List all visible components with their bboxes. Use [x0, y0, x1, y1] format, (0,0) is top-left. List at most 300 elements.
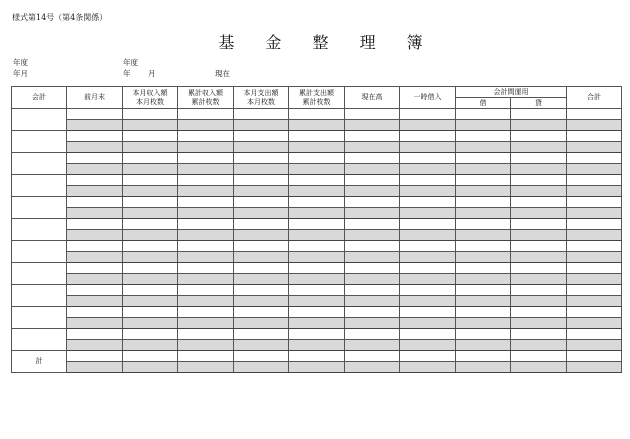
ledger-cell — [567, 164, 622, 175]
table-row — [12, 109, 622, 120]
ledger-cell — [345, 252, 400, 263]
table-row — [12, 351, 622, 362]
header-current-balance: 現在高 — [345, 87, 400, 109]
ledger-cell — [67, 263, 123, 274]
ledger-cell — [567, 175, 622, 186]
ledger-cell — [123, 318, 178, 329]
ledger-cell — [400, 186, 456, 197]
table-row — [12, 329, 622, 340]
ledger-cell — [456, 208, 511, 219]
ledger-cell — [234, 285, 289, 296]
ledger-cell — [67, 142, 123, 153]
ledger-cell — [456, 109, 511, 120]
ledger-cell — [178, 142, 234, 153]
ledger-cell — [67, 197, 123, 208]
ledger-cell — [400, 362, 456, 373]
ledger-cell — [400, 285, 456, 296]
ledger-cell — [234, 340, 289, 351]
ledger-cell — [456, 362, 511, 373]
ledger-cell — [234, 362, 289, 373]
ledger-cell — [511, 142, 567, 153]
ledger-cell — [456, 274, 511, 285]
ledger-cell — [123, 219, 178, 230]
table-row — [12, 263, 622, 274]
ledger-cell — [511, 263, 567, 274]
ledger-cell — [178, 274, 234, 285]
ledger-cell — [67, 252, 123, 263]
ledger-cell — [178, 186, 234, 197]
header-monthly-income-count: 本月枚数 — [136, 97, 164, 106]
ledger-cell — [67, 329, 123, 340]
ledger-cell — [67, 340, 123, 351]
ledger-cell — [456, 252, 511, 263]
ledger-cell — [178, 318, 234, 329]
ledger-cell — [345, 329, 400, 340]
ledger-cell — [511, 153, 567, 164]
ledger-cell — [178, 263, 234, 274]
ledger-cell — [511, 329, 567, 340]
table-row — [12, 241, 622, 252]
ledger-cell — [67, 296, 123, 307]
header-account: 会計 — [12, 87, 67, 109]
ledger-cell — [123, 197, 178, 208]
ledger-cell — [178, 109, 234, 120]
ledger-cell — [123, 208, 178, 219]
ledger-cell — [67, 109, 123, 120]
ledger-cell — [178, 164, 234, 175]
ledger-cell — [289, 351, 345, 362]
table-row — [12, 296, 622, 307]
ledger-cell — [67, 230, 123, 241]
ledger-cell — [511, 164, 567, 175]
table-row — [12, 285, 622, 296]
ledger-cell — [400, 164, 456, 175]
ledger-cell — [456, 120, 511, 131]
ledger-cell — [178, 351, 234, 362]
table-row — [12, 208, 622, 219]
ledger-cell — [345, 164, 400, 175]
ledger-cell — [567, 285, 622, 296]
account-cell — [12, 329, 67, 351]
ledger-cell — [456, 230, 511, 241]
ledger-cell — [456, 131, 511, 142]
ledger-cell — [67, 186, 123, 197]
ledger-cell — [345, 208, 400, 219]
ledger-cell — [289, 142, 345, 153]
header-monthly-expense-count: 本月枚数 — [247, 97, 275, 106]
ledger-cell — [567, 120, 622, 131]
ledger-cell — [289, 318, 345, 329]
ledger-cell — [511, 285, 567, 296]
ledger-cell — [345, 307, 400, 318]
fiscal-year-label-right: 年度 — [123, 58, 138, 67]
ledger-cell — [234, 197, 289, 208]
ledger-cell — [400, 296, 456, 307]
ledger-cell — [289, 208, 345, 219]
ledger-cell — [400, 197, 456, 208]
ledger-cell — [345, 109, 400, 120]
header-monthly-expense-amount: 本月支出額 — [243, 88, 279, 97]
ledger-cell — [567, 109, 622, 120]
as-of-label: 現在 — [215, 69, 230, 78]
ledger-cell — [567, 263, 622, 274]
ledger-cell — [456, 164, 511, 175]
ledger-cell — [234, 131, 289, 142]
ledger-cell — [67, 307, 123, 318]
ledger-cell — [123, 263, 178, 274]
ledger-body — [12, 109, 622, 373]
ledger-cell — [123, 329, 178, 340]
ledger-cell — [289, 109, 345, 120]
ledger-cell — [289, 329, 345, 340]
ledger-cell — [400, 307, 456, 318]
account-cell — [12, 153, 67, 175]
ledger-cell — [234, 263, 289, 274]
ledger-cell — [178, 362, 234, 373]
ledger-cell — [178, 175, 234, 186]
ledger-cell — [345, 153, 400, 164]
ledger-cell — [289, 274, 345, 285]
ledger-cell — [289, 120, 345, 131]
ledger-cell — [289, 230, 345, 241]
table-row — [12, 153, 622, 164]
ledger-cell — [123, 109, 178, 120]
ledger-cell — [234, 329, 289, 340]
ledger-cell — [234, 307, 289, 318]
ledger-cell — [567, 340, 622, 351]
ledger-cell — [511, 318, 567, 329]
ledger-cell — [511, 340, 567, 351]
ledger-cell — [123, 175, 178, 186]
ledger-cell — [234, 230, 289, 241]
ledger-cell — [400, 131, 456, 142]
ledger-cell — [511, 274, 567, 285]
ledger-cell — [234, 296, 289, 307]
table-row — [12, 197, 622, 208]
account-cell — [12, 131, 67, 153]
ledger-cell — [67, 120, 123, 131]
ledger-cell — [345, 230, 400, 241]
header-cumulative-income-amount: 累計収入額 — [188, 88, 223, 97]
header-monthly-expense — [234, 87, 289, 109]
ledger-cell — [178, 285, 234, 296]
account-cell — [12, 197, 67, 219]
ledger-cell — [178, 219, 234, 230]
ledger-cell — [511, 307, 567, 318]
ledger-cell — [123, 296, 178, 307]
account-cell — [12, 219, 67, 241]
ledger-cell — [178, 153, 234, 164]
header-cumulative-income — [178, 87, 234, 109]
ledger-cell — [456, 285, 511, 296]
ledger-cell — [567, 153, 622, 164]
ledger-cell — [67, 219, 123, 230]
ledger-cell — [511, 241, 567, 252]
ledger-cell — [567, 197, 622, 208]
ledger-cell — [67, 362, 123, 373]
ledger-cell — [511, 120, 567, 131]
page-title: 基 金 整 理 簿 — [218, 33, 436, 52]
ledger-cell — [400, 340, 456, 351]
ledger-cell — [123, 131, 178, 142]
ledger-cell — [567, 219, 622, 230]
ledger-cell — [567, 362, 622, 373]
year-month-label: 年月 — [13, 69, 28, 78]
ledger-cell — [178, 241, 234, 252]
ledger-cell — [234, 164, 289, 175]
total-row-label: 計 — [12, 351, 67, 373]
ledger-cell — [511, 230, 567, 241]
ledger-cell — [234, 219, 289, 230]
ledger-cell — [234, 175, 289, 186]
ledger-cell — [289, 219, 345, 230]
ledger-cell — [456, 307, 511, 318]
header-cumulative-expense-amount: 累計支出額 — [299, 88, 334, 97]
ledger-cell — [234, 252, 289, 263]
ledger-cell — [123, 142, 178, 153]
ledger-cell — [400, 109, 456, 120]
ledger-cell — [289, 164, 345, 175]
header-cumulative-expense-count: 累計枚数 — [302, 97, 331, 106]
header-cumulative-expense — [289, 87, 345, 109]
table-row — [12, 186, 622, 197]
ledger-cell — [123, 362, 178, 373]
ledger-cell — [511, 131, 567, 142]
table-row — [12, 340, 622, 351]
header-cumulative-income-count: 累計枚数 — [191, 97, 220, 106]
table-row — [12, 219, 622, 230]
ledger-cell — [178, 197, 234, 208]
ledger-cell — [123, 230, 178, 241]
header-total: 合計 — [567, 87, 622, 109]
ledger-cell — [456, 219, 511, 230]
ledger-cell — [567, 329, 622, 340]
ledger-cell — [67, 318, 123, 329]
ledger-cell — [178, 340, 234, 351]
ledger-cell — [289, 175, 345, 186]
ledger-cell — [234, 274, 289, 285]
ledger-cell — [511, 219, 567, 230]
ledger-cell — [456, 340, 511, 351]
header-borrow: 借 — [456, 98, 511, 109]
ledger-cell — [345, 362, 400, 373]
ledger-cell — [400, 175, 456, 186]
ledger-cell — [400, 252, 456, 263]
ledger-cell — [345, 263, 400, 274]
ledger-cell — [511, 351, 567, 362]
ledger-cell — [178, 208, 234, 219]
account-cell — [12, 307, 67, 329]
ledger-cell — [234, 318, 289, 329]
ledger-cell — [456, 197, 511, 208]
ledger-cell — [456, 329, 511, 340]
ledger-cell — [234, 142, 289, 153]
ledger-cell — [234, 241, 289, 252]
ledger-cell — [289, 263, 345, 274]
ledger-cell — [400, 351, 456, 362]
ledger-cell — [178, 296, 234, 307]
ledger-cell — [400, 318, 456, 329]
ledger-cell — [567, 208, 622, 219]
ledger-cell — [234, 109, 289, 120]
table-row — [12, 318, 622, 329]
ledger-cell — [511, 296, 567, 307]
ledger-cell — [400, 120, 456, 131]
ledger-cell — [289, 296, 345, 307]
ledger-table — [11, 86, 622, 373]
ledger-cell — [289, 153, 345, 164]
ledger-cell — [345, 241, 400, 252]
account-cell — [12, 263, 67, 285]
ledger-cell — [456, 241, 511, 252]
table-row — [12, 131, 622, 142]
ledger-cell — [456, 263, 511, 274]
ledger-cell — [345, 340, 400, 351]
ledger-cell — [67, 208, 123, 219]
ledger-cell — [67, 175, 123, 186]
ledger-cell — [123, 186, 178, 197]
ledger-cell — [234, 208, 289, 219]
ledger-cell — [456, 153, 511, 164]
ledger-cell — [345, 197, 400, 208]
ledger-cell — [123, 351, 178, 362]
ledger-cell — [123, 285, 178, 296]
ledger-cell — [345, 142, 400, 153]
ledger-cell — [511, 197, 567, 208]
ledger-cell — [400, 208, 456, 219]
ledger-cell — [345, 186, 400, 197]
ledger-cell — [67, 164, 123, 175]
ledger-cell — [456, 142, 511, 153]
ledger-cell — [400, 274, 456, 285]
ledger-cell — [567, 318, 622, 329]
month-field-label: 月 — [148, 69, 156, 78]
ledger-cell — [456, 175, 511, 186]
ledger-cell — [567, 230, 622, 241]
header-monthly-income-amount: 本月収入額 — [132, 88, 168, 97]
ledger-cell — [345, 318, 400, 329]
ledger-cell — [234, 153, 289, 164]
header-lend: 貸 — [511, 98, 567, 109]
ledger-cell — [400, 153, 456, 164]
ledger-cell — [289, 186, 345, 197]
ledger-cell — [234, 186, 289, 197]
table-row — [12, 175, 622, 186]
table-row — [12, 362, 622, 373]
account-cell — [12, 241, 67, 263]
header-temporary-borrowing: 一時借入 — [400, 87, 456, 109]
ledger-cell — [234, 120, 289, 131]
ledger-cell — [345, 219, 400, 230]
ledger-cell — [345, 274, 400, 285]
ledger-cell — [511, 362, 567, 373]
ledger-cell — [567, 142, 622, 153]
ledger-cell — [67, 351, 123, 362]
table-row — [12, 164, 622, 175]
ledger-cell — [178, 307, 234, 318]
ledger-cell — [567, 351, 622, 362]
ledger-cell — [400, 230, 456, 241]
ledger-cell — [511, 109, 567, 120]
header-inter-account: 会計間運用 — [456, 87, 567, 98]
ledger-cell — [345, 351, 400, 362]
ledger-cell — [67, 153, 123, 164]
form-number: 様式第14号（第4条関係） — [12, 13, 108, 22]
table-row — [12, 230, 622, 241]
account-cell — [12, 109, 67, 131]
ledger-cell — [123, 241, 178, 252]
ledger-cell — [400, 142, 456, 153]
ledger-cell — [345, 131, 400, 142]
ledger-cell — [511, 175, 567, 186]
ledger-cell — [67, 241, 123, 252]
ledger-cell — [345, 285, 400, 296]
ledger-cell — [123, 252, 178, 263]
ledger-cell — [123, 153, 178, 164]
ledger-cell — [400, 219, 456, 230]
ledger-cell — [345, 175, 400, 186]
ledger-cell — [456, 296, 511, 307]
ledger-cell — [456, 318, 511, 329]
ledger-cell — [400, 263, 456, 274]
ledger-cell — [400, 241, 456, 252]
table-row — [12, 274, 622, 285]
ledger-cell — [456, 351, 511, 362]
ledger-cell — [67, 274, 123, 285]
ledger-cell — [289, 307, 345, 318]
ledger-cell — [234, 351, 289, 362]
ledger-cell — [456, 186, 511, 197]
ledger-cell — [178, 120, 234, 131]
table-row — [12, 307, 622, 318]
account-cell — [12, 285, 67, 307]
year-field-label: 年 — [123, 69, 131, 78]
table-row — [12, 252, 622, 263]
ledger-cell — [123, 120, 178, 131]
header-monthly-income — [123, 87, 178, 109]
ledger-cell — [67, 285, 123, 296]
ledger-cell — [123, 307, 178, 318]
table-row — [12, 142, 622, 153]
ledger-cell — [123, 274, 178, 285]
ledger-cell — [289, 340, 345, 351]
ledger-cell — [511, 208, 567, 219]
ledger-cell — [511, 186, 567, 197]
ledger-cell — [178, 230, 234, 241]
fiscal-year-label-left: 年度 — [13, 58, 28, 67]
ledger-cell — [123, 164, 178, 175]
ledger-cell — [289, 362, 345, 373]
ledger-cell — [567, 296, 622, 307]
ledger-cell — [345, 120, 400, 131]
ledger-cell — [567, 252, 622, 263]
ledger-cell — [178, 329, 234, 340]
ledger-cell — [345, 296, 400, 307]
ledger-cell — [567, 307, 622, 318]
ledger-cell — [289, 252, 345, 263]
ledger-cell — [289, 285, 345, 296]
ledger-cell — [567, 186, 622, 197]
ledger-cell — [289, 197, 345, 208]
ledger-cell — [567, 241, 622, 252]
ledger-cell — [567, 131, 622, 142]
ledger-cell — [511, 252, 567, 263]
ledger-cell — [400, 329, 456, 340]
account-cell — [12, 175, 67, 197]
ledger-cell — [289, 241, 345, 252]
table-row — [12, 120, 622, 131]
header-prev-month-end: 前月末 — [67, 87, 123, 109]
